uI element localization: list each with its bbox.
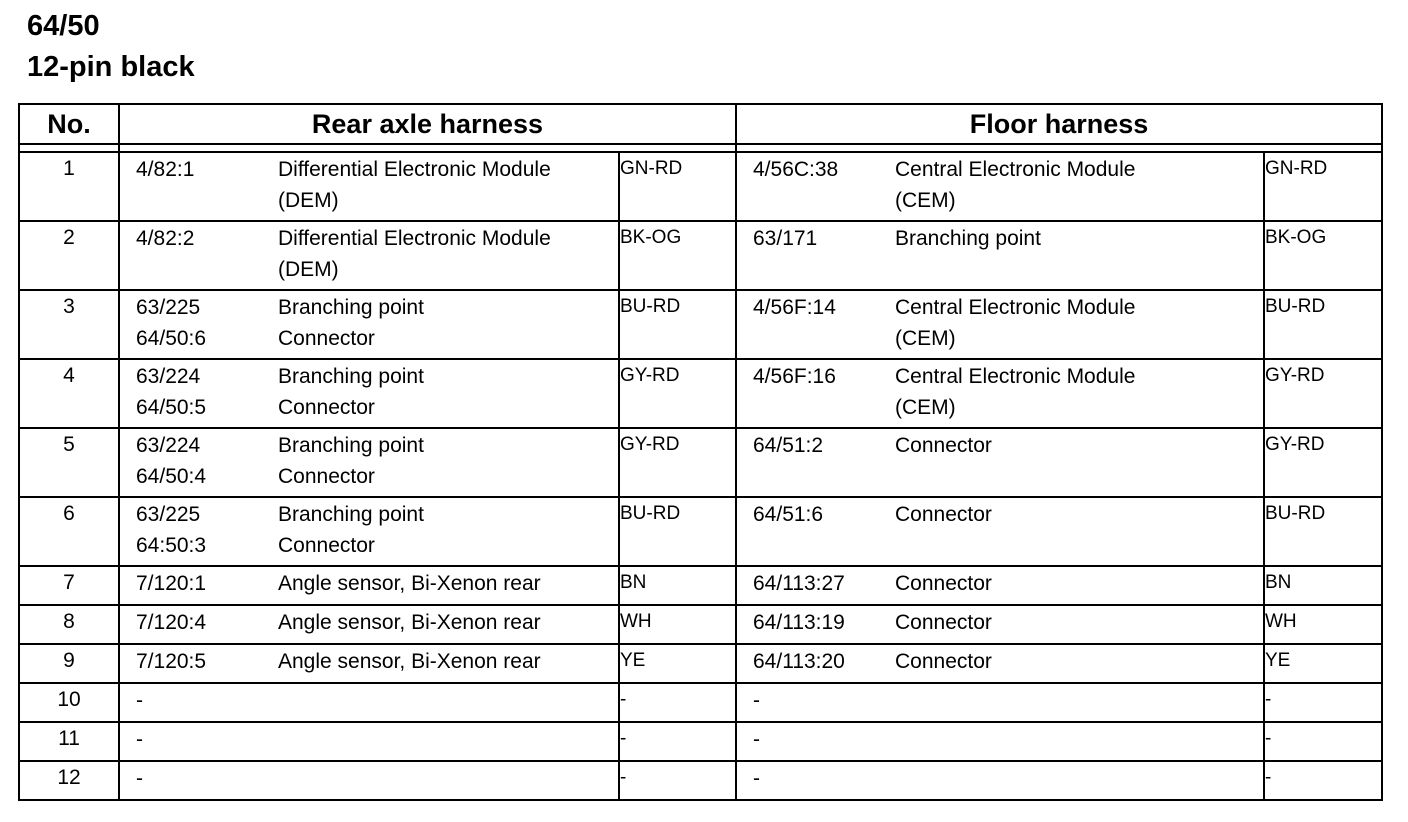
floor-code-line: - [753,728,760,751]
floor-code-line: 64/51:6 [753,503,824,526]
floor-wire-color: GN-RD [1264,152,1382,221]
rear-component-description [278,154,618,216]
table-row [19,683,1382,722]
floor-code-line: - [753,767,760,790]
table-row [19,722,1382,761]
rear-wire-color: YE [619,644,736,683]
rear-code-line: 4/82:2 [136,227,195,250]
pin-number: 5 [19,428,119,497]
floor-component-code [753,607,895,638]
rear-component-description [278,361,618,423]
pin-number: 8 [19,605,119,644]
floor-component-description [895,292,1263,354]
table-row [19,566,1382,605]
rear-harness-reference [119,644,619,683]
floor-component-description [895,223,1263,254]
rear-component-description [278,292,618,354]
rear-code-line: 63/225 [136,296,201,319]
floor-wire-color: - [1264,683,1382,722]
rear-wire-color: - [619,761,736,800]
header-separator [19,144,1382,152]
rear-code-line: - [136,728,143,751]
floor-harness-reference [736,428,1264,497]
rear-description-line: Connector [278,396,375,419]
rear-component-description [278,685,618,716]
floor-component-code [753,763,895,794]
rear-wire-color: WH [619,605,736,644]
floor-component-code [753,685,895,716]
pin-number: 9 [19,644,119,683]
floor-component-description [895,154,1263,216]
floor-component-code [753,292,895,354]
floor-harness-reference [736,152,1264,221]
rear-harness-reference [119,221,619,290]
floor-harness-reference [736,221,1264,290]
floor-code-line: 4/56C:38 [753,158,839,181]
pin-number: 12 [19,761,119,800]
header-floor-harness: Floor harness [736,104,1382,144]
rear-component-description [278,724,618,755]
floor-component-code [753,568,895,599]
floor-description-line: Connector [895,611,992,634]
rear-description-line: Differential Electronic Module [278,158,551,181]
floor-description-line: Branching point [895,227,1041,250]
table-row [19,152,1382,221]
floor-wire-color: BK-OG [1264,221,1382,290]
floor-component-code [753,499,895,530]
rear-harness-reference [119,428,619,497]
floor-wire-color: BU-RD [1264,290,1382,359]
rear-description-line: Angle sensor, Bi-Xenon rear [278,650,541,673]
rear-component-description [278,763,618,794]
pin-number: 11 [19,722,119,761]
table-row [19,359,1382,428]
table-row [19,605,1382,644]
rear-harness-reference [119,605,619,644]
rear-component-code [136,685,278,716]
rear-code-line: 64:50:3 [136,534,207,557]
rear-code-line: 4/82:1 [136,158,195,181]
rear-code-line: 63/224 [136,365,201,388]
floor-description-line: Connector [895,650,992,673]
rear-code-line: 64/50:5 [136,396,207,419]
floor-description-line: Central Electronic Module [895,296,1136,319]
rear-code-line: 7/120:4 [136,611,207,634]
floor-harness-reference [736,566,1264,605]
floor-wire-color: BN [1264,566,1382,605]
floor-wire-color: - [1264,761,1382,800]
table-row [19,644,1382,683]
rear-description-line: Connector [278,465,375,488]
floor-harness-reference [736,644,1264,683]
table-row [19,761,1382,800]
rear-description-line: Angle sensor, Bi-Xenon rear [278,572,541,595]
floor-description-line: (CEM) [895,396,956,419]
rear-code-line: 64/50:4 [136,465,207,488]
rear-description-line: (DEM) [278,189,339,212]
floor-code-line: 64/113:19 [753,611,845,634]
pin-number: 7 [19,566,119,605]
floor-description-line: (CEM) [895,327,956,350]
floor-wire-color: GY-RD [1264,428,1382,497]
rear-wire-color: BU-RD [619,290,736,359]
rear-description-line: Branching point [278,503,424,526]
pin-number: 1 [19,152,119,221]
rear-code-line: - [136,689,143,712]
floor-component-description [895,499,1263,530]
rear-code-line: 64/50:6 [136,327,207,350]
pin-assignment-table [18,103,1383,801]
pin-number: 3 [19,290,119,359]
rear-code-line: 7/120:5 [136,650,207,673]
rear-component-description [278,646,618,677]
header-row [19,104,1382,144]
rear-component-code [136,499,278,561]
floor-component-description [895,724,1263,755]
rear-wire-color: - [619,722,736,761]
floor-component-code [753,361,895,423]
pin-number: 4 [19,359,119,428]
floor-description-line: Connector [895,572,992,595]
floor-component-description [895,568,1263,599]
floor-description-line: Connector [895,503,992,526]
floor-harness-reference [736,761,1264,800]
floor-component-description [895,361,1263,423]
floor-component-description [895,430,1263,461]
rear-description-line: Branching point [278,296,424,319]
rear-harness-reference [119,566,619,605]
floor-wire-color: YE [1264,644,1382,683]
floor-component-description [895,763,1263,794]
pin-number: 6 [19,497,119,566]
rear-component-description [278,223,618,285]
floor-component-code [753,724,895,755]
rear-component-code [136,724,278,755]
floor-code-line: - [753,689,760,712]
rear-harness-reference [119,359,619,428]
rear-description-line: Branching point [278,434,424,457]
rear-description-line: Connector [278,534,375,557]
table-row [19,221,1382,290]
rear-component-description [278,568,618,599]
rear-wire-color: GN-RD [619,152,736,221]
floor-code-line: 64/113:27 [753,572,845,595]
floor-wire-color: GY-RD [1264,359,1382,428]
table-row [19,497,1382,566]
rear-harness-reference [119,722,619,761]
floor-code-line: 4/56F:14 [753,296,836,319]
rear-component-description [278,607,618,638]
rear-component-description [278,499,618,561]
rear-harness-reference [119,290,619,359]
rear-code-line: 7/120:1 [136,572,207,595]
header-no: No. [19,104,119,144]
rear-component-code [136,763,278,794]
rear-description-line: Differential Electronic Module [278,227,551,250]
floor-code-line: 64/113:20 [753,650,845,673]
floor-harness-reference [736,290,1264,359]
header-rear-axle-harness: Rear axle harness [119,104,736,144]
rear-wire-color: BU-RD [619,497,736,566]
floor-harness-reference [736,683,1264,722]
rear-component-code [136,646,278,677]
floor-wire-color: BU-RD [1264,497,1382,566]
floor-component-description [895,646,1263,677]
rear-wire-color: BK-OG [619,221,736,290]
rear-wire-color: BN [619,566,736,605]
floor-component-description [895,607,1263,638]
floor-component-code [753,223,895,254]
rear-description-line: Angle sensor, Bi-Xenon rear [278,611,541,634]
rear-harness-reference [119,497,619,566]
floor-code-line: 4/56F:16 [753,365,836,388]
rear-description-line: (DEM) [278,258,339,281]
floor-component-description [895,685,1263,716]
floor-component-code [753,154,895,216]
rear-component-code [136,430,278,492]
rear-wire-color: GY-RD [619,428,736,497]
rear-code-line: 63/225 [136,503,201,526]
floor-description-line: Central Electronic Module [895,158,1136,181]
rear-description-line: Branching point [278,365,424,388]
rear-code-line: - [136,767,143,790]
floor-wire-color: WH [1264,605,1382,644]
table-row [19,428,1382,497]
floor-code-line: 63/171 [753,227,818,250]
rear-harness-reference [119,683,619,722]
floor-description-line: Connector [895,434,992,457]
floor-code-line: 64/51:2 [753,434,824,457]
rear-component-code [136,607,278,638]
pin-number: 2 [19,221,119,290]
floor-wire-color: - [1264,722,1382,761]
rear-code-line: 63/224 [136,434,201,457]
floor-harness-reference [736,605,1264,644]
table-row [19,290,1382,359]
rear-component-code [136,154,278,216]
pin-number: 10 [19,683,119,722]
rear-component-code [136,223,278,285]
rear-harness-reference [119,152,619,221]
floor-harness-reference [736,497,1264,566]
rear-component-code [136,568,278,599]
floor-harness-reference [736,722,1264,761]
connector-title [27,6,195,88]
rear-component-code [136,361,278,423]
connector-id: 64/50 [27,10,100,42]
connector-description: 12-pin black [27,51,195,83]
rear-wire-color: GY-RD [619,359,736,428]
rear-component-code [136,292,278,354]
rear-wire-color: - [619,683,736,722]
rear-component-description [278,430,618,492]
floor-description-line: (CEM) [895,189,956,212]
rear-description-line: Connector [278,327,375,350]
floor-component-code [753,430,895,461]
floor-component-code [753,646,895,677]
rear-harness-reference [119,761,619,800]
floor-description-line: Central Electronic Module [895,365,1136,388]
floor-harness-reference [736,359,1264,428]
